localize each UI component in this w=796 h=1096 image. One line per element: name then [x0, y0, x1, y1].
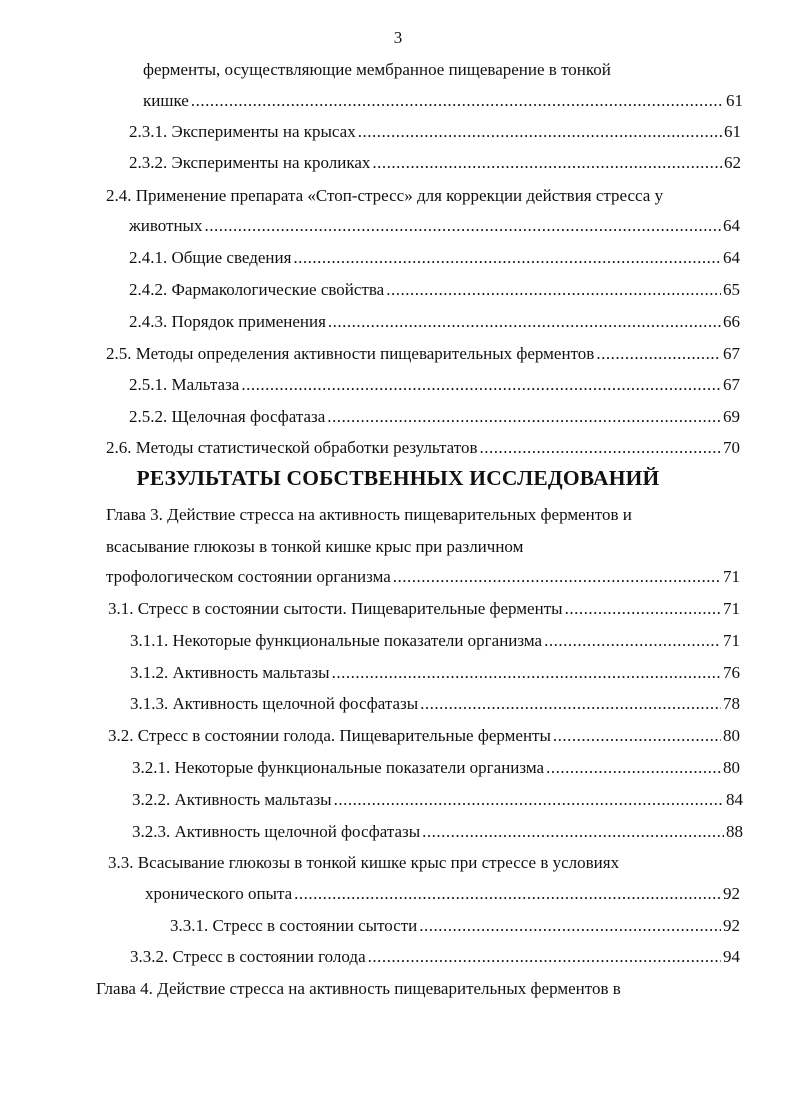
toc-entry: кишке ..... 61 — [143, 91, 743, 111]
toc-entry: 3.3.2. Стресс в состоянии голода ..... 94 — [130, 947, 740, 967]
toc-entry: 2.5.2. Щелочная фосфатаза ..... 69 — [129, 407, 740, 427]
toc-entry: 3.2.3. Активность щелочной фосфатазы ..... 88 — [132, 822, 743, 842]
toc-text-line: Глава 4. Действие стресса на активность пищеварительных ферментов в — [96, 979, 621, 998]
toc-entry: 2.3.1. Эксперименты на крысах ..... 61 — [129, 122, 741, 142]
toc-entry: 2.4.3. Порядок применения ..... 66 — [129, 312, 740, 332]
toc-entry: 3.2.2. Активность мальтазы ..... 84 — [132, 790, 743, 810]
toc-entry: 3.1. Стресс в состоянии сытости. Пищеварительные ферменты ..... 71 — [108, 599, 740, 619]
toc-entry: 3.3.1. Стресс в состоянии сытости ..... 92 — [170, 916, 740, 936]
toc-entry: 2.5. Методы определения активности пищеварительных ферментов ..... 67 — [106, 344, 740, 364]
toc-text-line: всасывание глюкозы в тонкой кишке крыс при различном — [106, 537, 524, 556]
toc-text-line: ферменты, осуществляющие мембранное пищеварение в тонкой — [143, 60, 611, 79]
toc-text-line: Глава 3. Действие стресса на активность пищеварительных ферментов и — [106, 505, 632, 524]
toc-entry: 2.5.1. Мальтаза ..... 67 — [129, 375, 740, 395]
toc-entry: хронического опыта ..... 92 — [145, 884, 740, 904]
toc-entry: 2.4.2. Фармакологические свойства ..... 65 — [129, 280, 740, 300]
toc-text-line: 2.4. Применение препарата «Стоп-стресс» для коррекции действия стресса у — [106, 186, 664, 205]
toc-entry: 3.1.2. Активность мальтазы ..... 76 — [130, 663, 740, 683]
toc-entry: 3.2. Стресс в состоянии голода. Пищеварительные ферменты ..... 80 — [108, 726, 740, 746]
toc-entry: 3.2.1. Некоторые функциональные показатели организма ..... 80 — [132, 758, 740, 778]
toc-entry: 2.6. Методы статистической обработки результатов ..... 70 — [106, 438, 740, 458]
section-heading: РЕЗУЛЬТАТЫ СОБСТВЕННЫХ ИССЛЕДОВАНИЙ — [136, 466, 660, 490]
toc-entry: 2.4.1. Общие сведения ..... 64 — [129, 248, 740, 268]
page-number: 3 — [393, 28, 403, 47]
toc-entry: животных ..... 64 — [129, 216, 740, 236]
toc-entry: трофологическом состоянии организма ..... 71 — [106, 567, 740, 587]
toc-entry: 2.3.2. Эксперименты на кроликах ..... 62 — [129, 153, 741, 173]
toc-text-line: 3.3. Всасывание глюкозы в тонкой кишке крыс при стрессе в условиях — [108, 853, 620, 872]
toc-entry: 3.1.3. Активность щелочной фосфатазы ..... 78 — [130, 694, 740, 714]
toc-entry: 3.1.1. Некоторые функциональные показатели организма ..... 71 — [130, 631, 740, 651]
